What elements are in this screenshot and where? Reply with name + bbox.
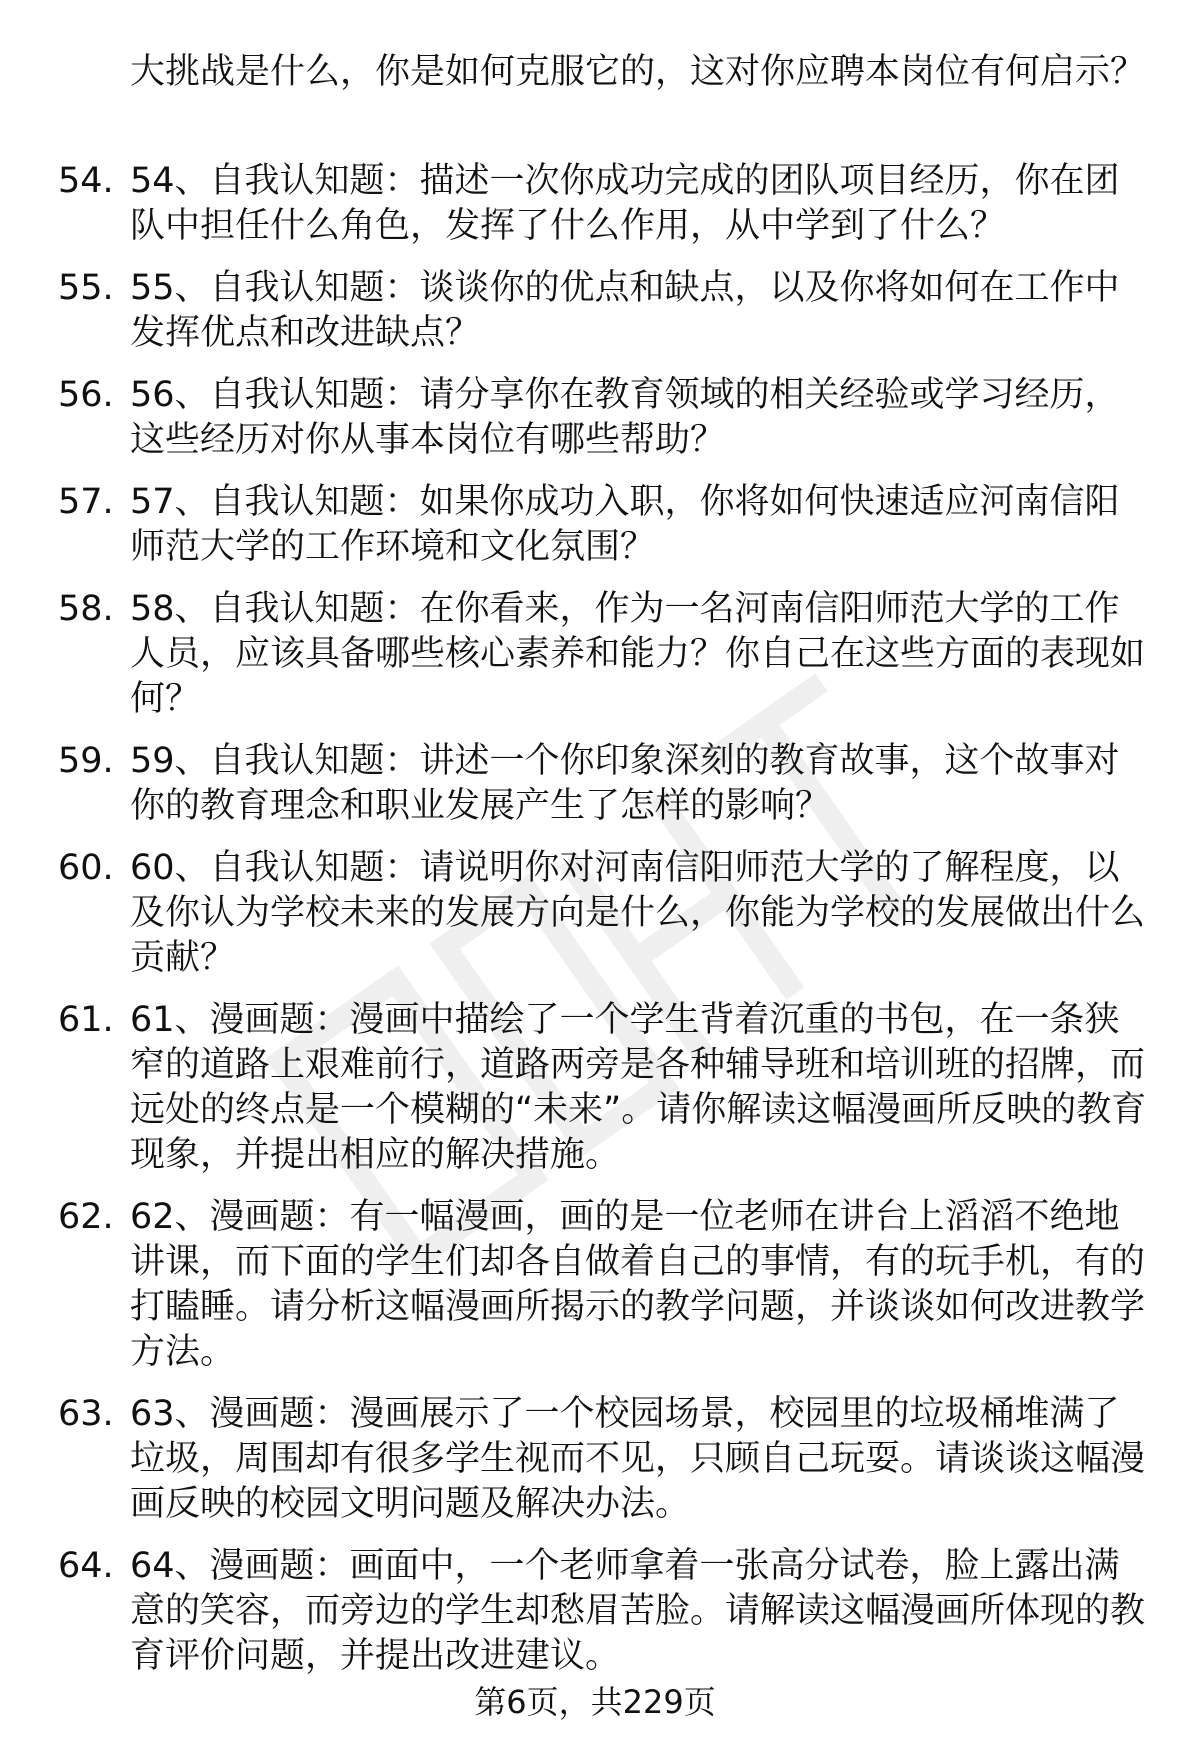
item-text: 57、自我认知题：如果你成功入职，你将如何快速适应河南信阳师范大学的工作环境和文化氛围？	[130, 482, 1120, 567]
list-item	[0, 480, 1150, 570]
item-text: 64、漫画题：画面中，一个老师拿着一张高分试卷，脸上露出满意的笑容，而旁边的学生却愁眉苦脸。请解读这幅漫画所体现的教育评价问题，并提出改进建议。	[130, 1546, 1146, 1676]
item-text: 60、自我认知题：请说明你对河南信阳师范大学的了解程度，以及你认为学校未来的发展方向是什么，你能为学校的发展做出什么贡献？	[130, 848, 1146, 978]
item-number: 58.	[58, 589, 114, 629]
page-footer: 第6页，共229页	[474, 1683, 716, 1721]
list-item	[0, 266, 1150, 356]
item-text: 54、自我认知题：描述一次你成功完成的团队项目经历，你在团队中担任什么角色，发挥了什么作用，从中学到了什么？	[130, 161, 1120, 246]
list-item	[0, 373, 1150, 463]
list-item	[0, 1195, 1150, 1375]
list-item	[0, 1392, 1150, 1527]
item-number: 62.	[58, 1197, 114, 1237]
item-text: 63、漫画题：漫画展示了一个校园场景，校园里的垃圾桶堆满了垃圾，周围却有很多学生视而不见，只顾自己玩耍。请谈谈这幅漫画反映的校园文明问题及解决办法。	[130, 1394, 1146, 1524]
list-item	[0, 587, 1150, 722]
item-number: 54.	[58, 161, 114, 201]
item-number: 60.	[58, 848, 114, 888]
item-text: 55、自我认知题：谈谈你的优点和缺点，以及你将如何在工作中发挥优点和改进缺点？	[130, 268, 1120, 353]
list-item	[0, 159, 1150, 249]
list-item	[0, 998, 1150, 1178]
item-text: 56、自我认知题：请分享你在教育领域的相关经验或学习经历，这些经历对你从事本岗位有哪些帮助？	[130, 375, 1120, 460]
item-number: 64.	[58, 1546, 114, 1586]
item-number: 61.	[58, 1000, 114, 1040]
item-number: 55.	[58, 268, 114, 308]
list-item	[0, 1544, 1150, 1679]
item-number: 57.	[58, 482, 114, 522]
item-text: 59、自我认知题：讲述一个你印象深刻的教育故事，这个故事对你的教育理念和职业发展产生了怎样的影响？	[130, 741, 1120, 826]
item-text: 58、自我认知题：在你看来，作为一名河南信阳师范大学的工作人员，应该具备哪些核心素养和能力？你自己在这些方面的表现如何？	[130, 589, 1146, 719]
list-item	[0, 739, 1150, 829]
item-number: 59.	[58, 741, 114, 781]
continued-paragraph: 大挑战是什么，你是如何克服它的，这对你应聘本岗位有何启示？	[130, 52, 1146, 92]
item-number: 56.	[58, 375, 114, 415]
item-text: 62、漫画题：有一幅漫画，画的是一位老师在讲台上滔滔不绝地讲课，而下面的学生们却各自做着自己的事情，有的玩手机，有的打瞌睡。请分析这幅漫画所揭示的教学问题，并谈谈如何改进教学方法。	[130, 1197, 1146, 1372]
item-number: 63.	[58, 1394, 114, 1434]
list-item	[0, 846, 1150, 981]
item-text: 61、漫画题：漫画中描绘了一个学生背着沉重的书包，在一条狭窄的道路上艰难前行，道路两旁是各种辅导班和培训班的招牌，而远处的终点是一个模糊的“未来”。请你解读这幅漫画所反映的教育现象，并提出相应的解决措施。	[130, 1000, 1147, 1175]
question-list	[0, 159, 1190, 1696]
